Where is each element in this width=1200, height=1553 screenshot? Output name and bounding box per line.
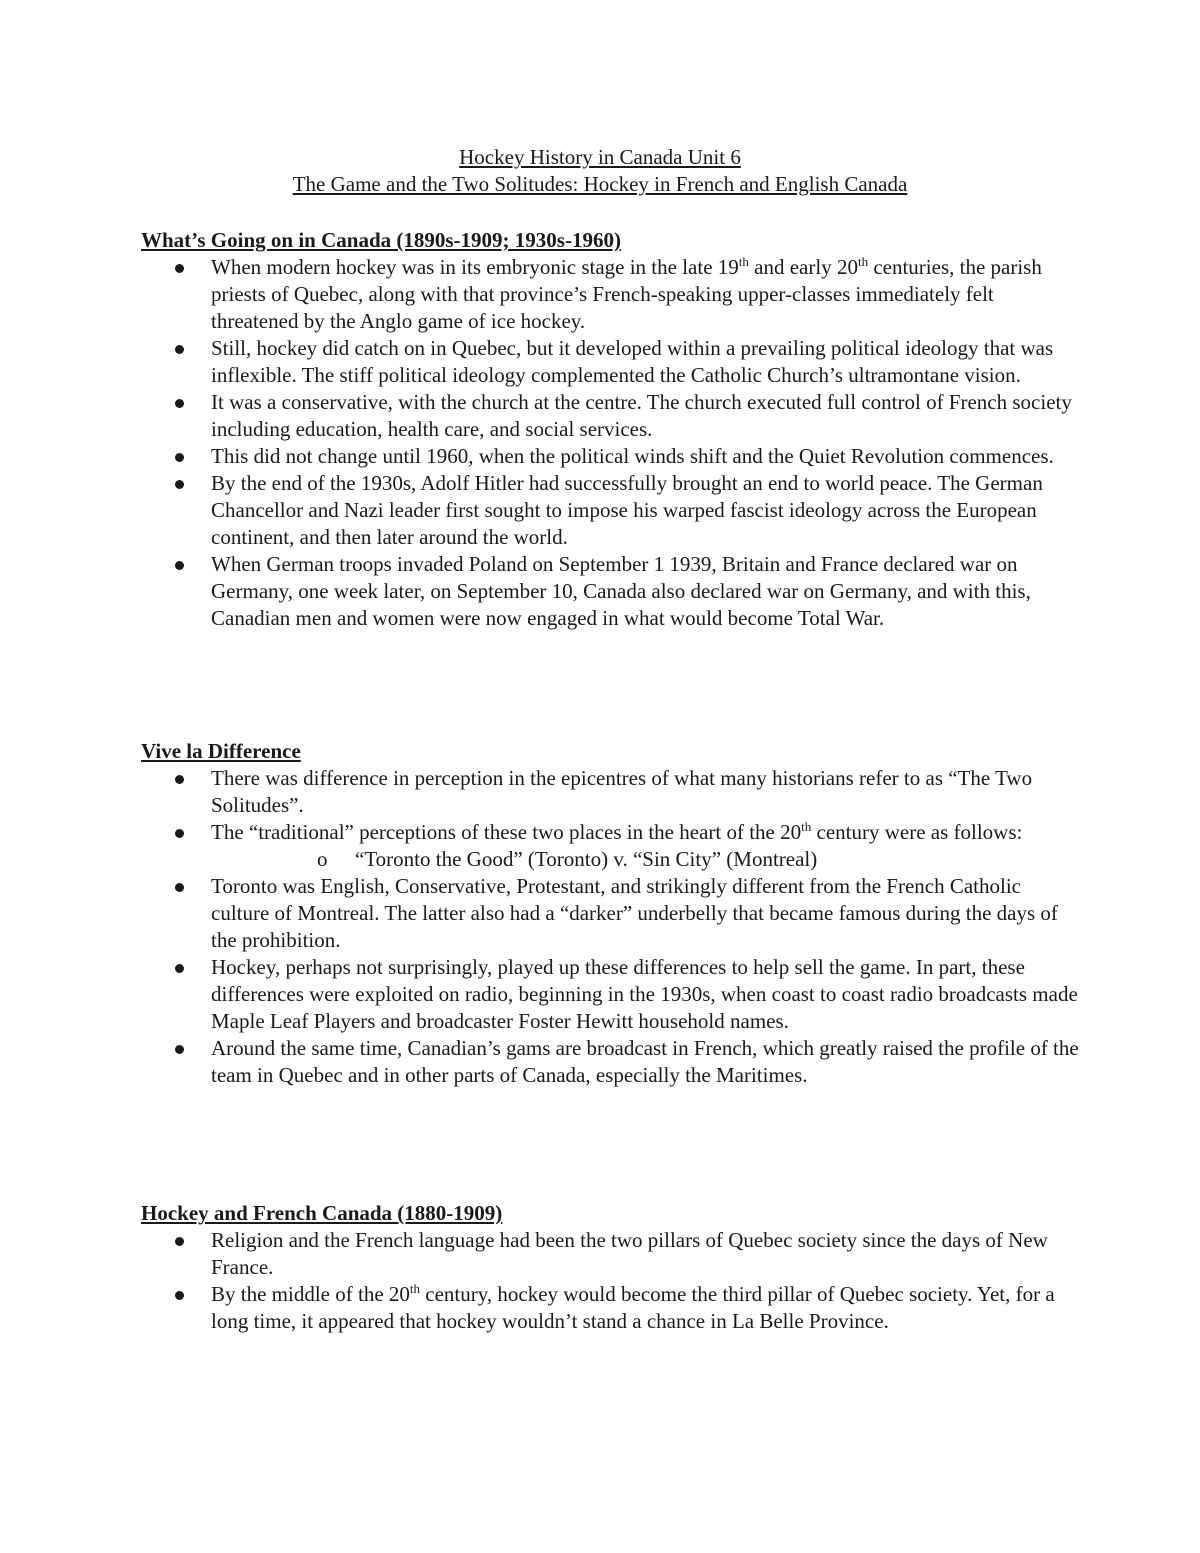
list-item-text: Hockey, perhaps not surprisingly, played up these differences to help sell the game. In part, these differences were exploited on radio, beginning in the 1930s, when coast to coast radio broadcasts made Maple Leaf Players and broadcaster Foster Hewitt household names. [211,955,1078,1033]
section-heading: Hockey and French Canada (1880-1909) [141,1201,503,1225]
list-item-text: Toronto was English, Conservative, Protestant, and strikingly different from the French Catholic culture of Montreal. The latter also had a “darker” underbelly that became famous during the days of the prohibition. [211,874,1058,952]
list-item-text: and early 20 [748,255,858,279]
list-item-text: Religion and the French language had been the two pillars of Quebec society since the days of New France. [211,1228,1048,1279]
list-item [141,551,1081,632]
list-item-text: When German troops invaded Poland on September 1 1939, Britain and France declared war on Germany, one week later, on September 10, Canada also declared war on Germany, and with this, Canadian men and women were now engaged in what would become Total War. [211,552,1031,630]
document-title: Hockey History in Canada Unit 6 [459,145,741,169]
list-item-text: By the end of the 1930s, Adolf Hitler had successfully brought an end to world peace. The German Chancellor and Nazi leader first sought to impose his warped fascist ideology across the European continent, and then later around the world. [211,471,1043,549]
list-item [141,1035,1081,1089]
list-item [141,819,1081,873]
list-item-text: century were as follows: [811,820,1023,844]
list-item [141,254,1081,335]
list-item-text: By the middle of the 20 [211,1282,410,1306]
bullet-list [141,765,1081,1089]
section-hockey-french-canada [141,1200,1081,1335]
list-item [141,389,1081,443]
superscript: th [738,254,749,269]
list-item-text: It was a conservative, with the church at the centre. The church executed full control of French society including education, health care, and social services. [211,390,1072,441]
document-subtitle: The Game and the Two Solitudes: Hockey in French and English Canada [292,172,908,196]
list-item [141,873,1081,954]
list-item [141,1227,1081,1281]
section-vive-la-difference [141,738,1081,1089]
sub-list [211,846,1081,873]
list-item-text: centuries, the parish priests of Quebec, along with that province’s French-speaking upper-classes immediately felt threatened by the Anglo game of ice hockey. [211,255,1042,333]
sub-list-item: o “Toronto the Good” (Toronto) v. “Sin City” (Montreal) [211,846,1081,873]
list-item [141,443,1081,470]
superscript: th [857,254,869,269]
section-heading: Vive la Difference [141,739,301,763]
list-item [141,470,1081,551]
list-item-text: Around the same time, Canadian’s gams are broadcast in French, which greatly raised the profile of the team in Quebec and in other parts of Canada, especially the Maritimes. [211,1036,1079,1087]
list-item [141,954,1081,1035]
list-item-text: There was difference in perception in the epicentres of what many historians refer to as “The Two Solitudes”. [211,766,1033,817]
list-item [141,335,1081,389]
bullet-list [141,1227,1081,1335]
list-item [141,1281,1081,1335]
list-item-text: The “traditional” perceptions of these two places in the heart of the 20 [211,820,802,844]
section-heading: What’s Going on in Canada (1890s-1909; 1930s-1960) [141,228,621,252]
section-whats-going-on [141,227,1081,632]
list-item-text: When modern hockey was in its embryonic stage in the late 19 [211,255,739,279]
superscript: th [409,1281,421,1296]
list-item-text: Still, hockey did catch on in Quebec, but it developed within a prevailing political ideology that was inflexible. The stiff political ideology complemented the Catholic Church’s ultramontane vision. [211,336,1054,387]
list-item-text: century, hockey would become the third pillar of Quebec society. Yet, for a long time, it appeared that hockey wouldn’t stand a chance in La Belle Province. [211,1282,1055,1333]
bullet-list [141,254,1081,632]
list-item-text: This did not change until 1960, when the political winds shift and the Quiet Revolution commences. [211,444,1054,468]
list-item [141,765,1081,819]
superscript: th [801,819,812,834]
